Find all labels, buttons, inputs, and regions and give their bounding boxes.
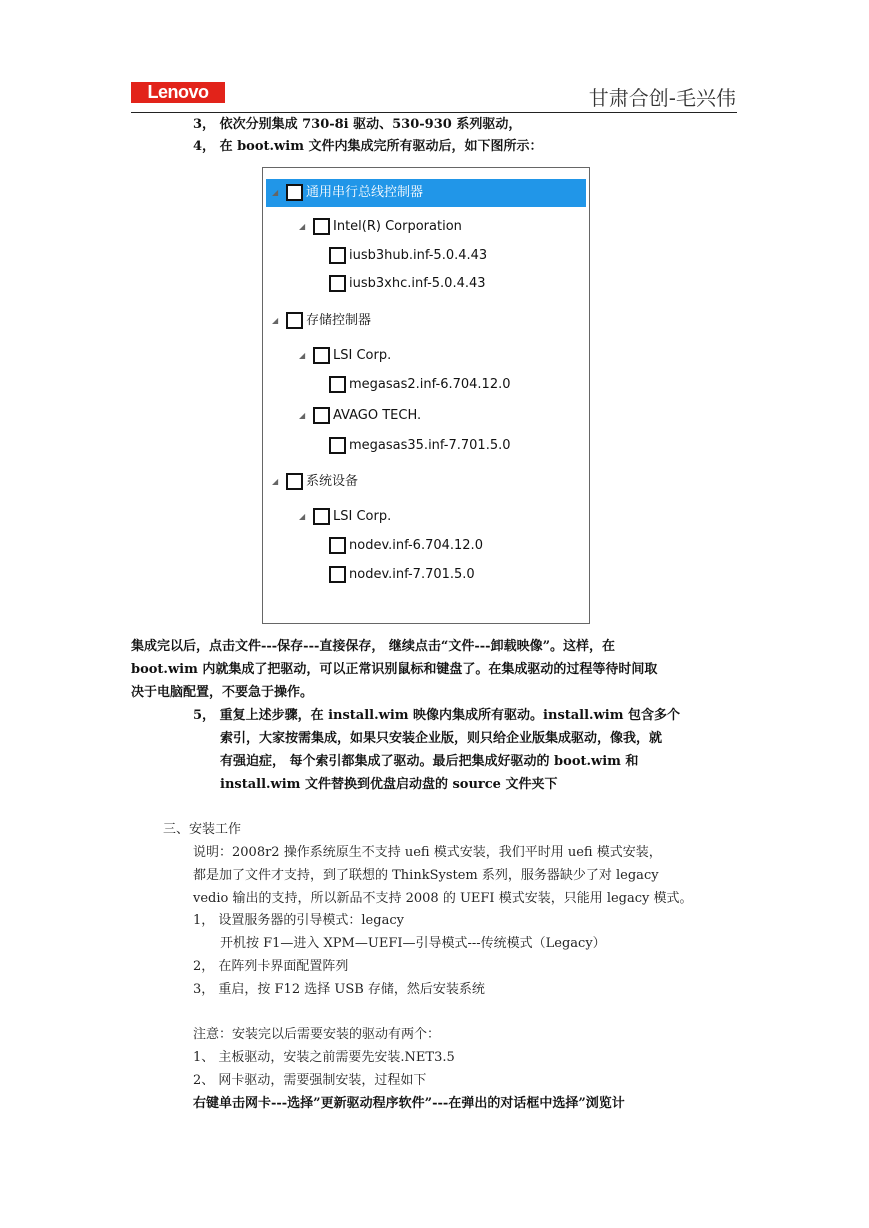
- checkbox-icon: [313, 218, 330, 235]
- step-4: 4， 在 boot.wim 文件内集成完所有驱动后，如下图所示：: [193, 139, 543, 154]
- paragraph-line: 集成完以后，点击文件---保存---直接保存， 继续点击“文件---卸载映像”。这样，在: [131, 639, 616, 654]
- install-step: 2， 在阵列卡界面配置阵列: [193, 959, 349, 974]
- tree-node-nodev-1: [329, 532, 483, 560]
- tree-node-iusb3hub: [329, 242, 487, 270]
- step-5-line: 有强迫症， 每个索引都集成了驱动。最后把集成好驱动的 boot.wim 和: [220, 754, 639, 769]
- tree-label: LSI Corp.: [333, 509, 392, 524]
- checkbox-icon: [329, 537, 346, 554]
- checkbox-icon: [313, 347, 330, 364]
- step-5-line: 5， 重复上述步骤，在 install.wim 映像内集成所有驱动。install.wim 包含多个: [193, 708, 680, 723]
- tree-label: nodev.inf-7.701.5.0: [349, 567, 475, 582]
- tree-label: LSI Corp.: [333, 348, 392, 363]
- tree-label: AVAGO TECH.: [333, 408, 422, 423]
- note-line: 都是加了文件才支持，到了联想的 ThinkSystem 系列，服务器缺少了对 legacy: [193, 868, 659, 883]
- checkbox-icon: [329, 437, 346, 454]
- install-step: 开机按 F1—进入 XPM—UEFI—引导模式---传统模式（Legacy）: [220, 936, 606, 951]
- checkbox-icon: [329, 247, 346, 264]
- tree-node-megasas35: [329, 432, 511, 460]
- tree-label: Intel(R) Corporation: [333, 219, 462, 234]
- tree-node-nodev-2: [329, 561, 475, 589]
- tree-label: 系统设备: [306, 474, 359, 489]
- notice-line: 1、 主板驱动，安装之前需要先安装.NET3.5: [193, 1050, 455, 1065]
- notice-line: 2、 网卡驱动，需要强制安装，过程如下: [193, 1073, 427, 1088]
- note-line: vedio 输出的支持，所以新品不支持 2008 的 UEFI 模式安装，只能用 legacy 模式。: [193, 891, 693, 906]
- step-3: 3， 依次分别集成 730-8i 驱动、530-930 系列驱动，: [193, 117, 522, 132]
- tree-label: iusb3hub.inf-5.0.4.43: [349, 248, 488, 263]
- tree-node-megasas2: [329, 371, 511, 399]
- header-divider: [131, 112, 737, 113]
- checkbox-icon: [313, 407, 330, 424]
- tree-node-usb-controller: ◢ 通用串行总线控制器: [266, 179, 586, 207]
- step-5-line: install.wim 文件替换到优盘启动盘的 source 文件夹下: [220, 777, 558, 792]
- tree-label: 通用串行总线控制器: [306, 185, 424, 200]
- step-5-line: 索引，大家按需集成，如果只安装企业版，则只给企业版集成驱动，像我，就: [220, 731, 663, 746]
- tree-label: megasas35.inf-7.701.5.0: [349, 438, 511, 453]
- lenovo-logo: Lenovo: [131, 82, 225, 103]
- notice-line: 注意：安装完以后需要安装的驱动有两个：: [193, 1027, 441, 1042]
- instruction-line: 右键单击网卡---选择”更新驱动程序软件”---在弹出的对话框中选择”浏览计: [193, 1096, 625, 1111]
- tree-label: iusb3xhc.inf-5.0.4.43: [349, 276, 486, 291]
- paragraph-line: 决于电脑配置，不要急于操作。: [131, 685, 314, 700]
- tree-label: 存储控制器: [306, 313, 372, 328]
- checkbox-icon: [329, 566, 346, 583]
- install-step: 1， 设置服务器的引导模式：legacy: [193, 913, 404, 928]
- checkbox-icon: [329, 275, 346, 292]
- install-step: 3， 重启，按 F12 选择 USB 存储，然后安装系统: [193, 982, 485, 997]
- tree-node-iusb3xhc: [329, 270, 486, 298]
- checkbox-icon: [286, 184, 303, 201]
- header-author: 甘肃合创-毛兴伟: [588, 86, 736, 110]
- checkbox-icon: [313, 508, 330, 525]
- note-line: 说明：2008r2 操作系统原生不支持 uefi 模式安装，我们平时用 uefi 模式安装，: [193, 845, 662, 860]
- tree-label: megasas2.inf-6.704.12.0: [349, 377, 511, 392]
- checkbox-icon: [286, 473, 303, 490]
- checkbox-icon: [286, 312, 303, 329]
- driver-tree-screenshot: ◢ 通用串行总线控制器 ◢ Intel(R) Corporation iusb3hub.inf-5.0.4.43 iusb3xhc.inf-5.0.4.43 ◢ 存储控制器 ◢ LSI Corp. megasas2.inf-6.704.12.0 ◢ AVAGO TECH. megasas35.inf-7.701.5.0 ◢ 系统设备 ◢ LSI Corp. nodev.inf-6.704.12.0 nodev.inf-7.701.5.0: [262, 167, 590, 624]
- tree-label: nodev.inf-6.704.12.0: [349, 538, 483, 553]
- section-title: 三、安装工作: [163, 822, 242, 837]
- checkbox-icon: [329, 376, 346, 393]
- paragraph-line: boot.wim 内就集成了把驱动，可以正常识别鼠标和键盘了。在集成驱动的过程等待时间取: [131, 662, 658, 677]
